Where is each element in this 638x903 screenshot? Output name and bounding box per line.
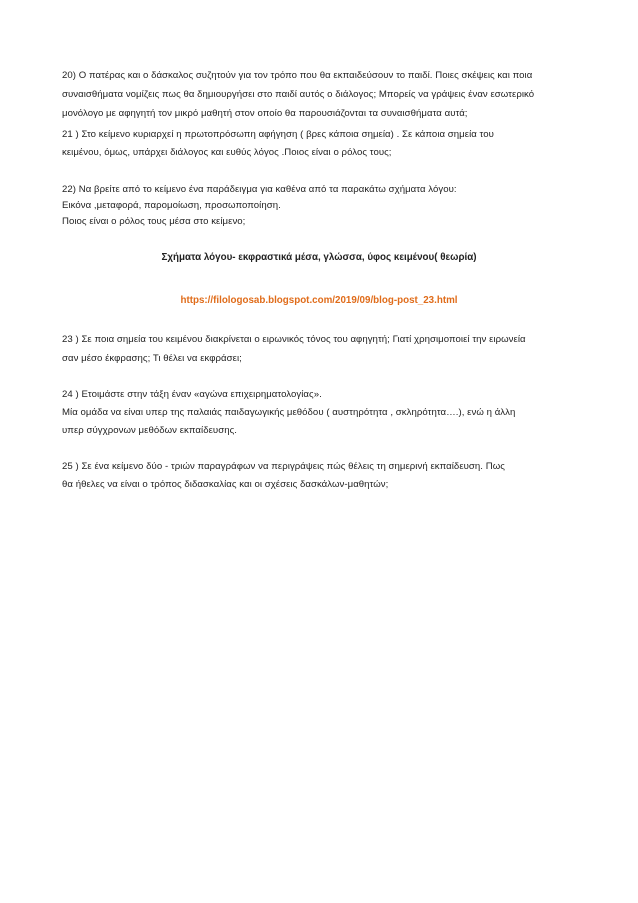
theory-heading: Σχήματα λόγου- εκφραστικά μέσα, γλώσσα, ύφος κειμένου( θεωρία) — [161, 252, 477, 263]
question-20-line-2: συναισθήματα νομίζεις πως θα δημιουργήσει στο παιδί αυτός ο διάλογος; Μπορείς να γράψεις έναν εσωτερικό — [62, 89, 535, 100]
question-25-line-2: θα ήθελες να είναι ο τρόπος διδασκαλίας και οι σχέσεις δασκάλων-μαθητών; — [62, 479, 389, 490]
question-20-line-3: μονόλογο με αφηγητή τον μικρό μαθητή στον οποίο θα παρουσιάζονται τα συναισθήματα αυτά; — [62, 108, 468, 119]
theory-link[interactable]: https://filologosab.blogspot.com/2019/09/blog-post_23.html — [180, 295, 458, 306]
question-24-line-3: υπερ σύγχρονων μεθόδων εκπαίδευσης. — [62, 425, 237, 436]
question-22-line-2: Εικόνα ,μεταφορά, παρομοίωση, προσωποποίηση. — [62, 200, 281, 211]
question-21-line-2: κειμένου, όμως, υπάρχει διάλογος και ευθύς λόγος .Ποιος είναι ο ρόλος τους; — [62, 147, 392, 158]
question-25-line-1: 25 ) Σε ένα κείμενο δύο - τριών παραγράφων να περιγράψεις πώς θέλεις τη σημερινή εκπαίδευση. Πως — [62, 461, 505, 472]
question-20-line-1: 20) Ο πατέρας και ο δάσκαλος συζητούν για τον τρόπο που θα εκπαιδεύσουν το παιδί. Ποιες σκέψεις και ποια — [62, 70, 533, 81]
question-22-line-1: 22) Να βρείτε από το κείμενο ένα παράδειγμα για καθένα από τα παρακάτω σχήματα λόγου: — [62, 184, 457, 195]
question-23-line-1: 23 ) Σε ποια σημεία του κειμένου διακρίνεται ο ειρωνικός τόνος του αφηγητή; Γιατί χρησιμοποιεί την ειρωνεία — [62, 334, 526, 345]
question-21-line-1: 21 ) Στο κείμενο κυριαρχεί η πρωτοπρόσωπη αφήγηση ( βρες κάποια σημεία) . Σε κάποια σημεία του — [62, 129, 494, 140]
question-23-line-2: σαν μέσο έκφρασης; Τι θέλει να εκφράσει; — [62, 353, 242, 364]
question-24-line-2: Μία ομάδα να είναι υπερ της παλαιάς παιδαγωγικής μεθόδου ( αυστηρότητα , σκληρότητα….), ενώ η άλλη — [62, 407, 516, 418]
question-24-line-1: 24 ) Ετοιμάστε στην τάξη έναν «αγώνα επιχειρηματολογίας». — [62, 389, 322, 400]
question-22-line-3: Ποιος είναι ο ρόλος τους μέσα στο κείμενο; — [62, 216, 246, 227]
